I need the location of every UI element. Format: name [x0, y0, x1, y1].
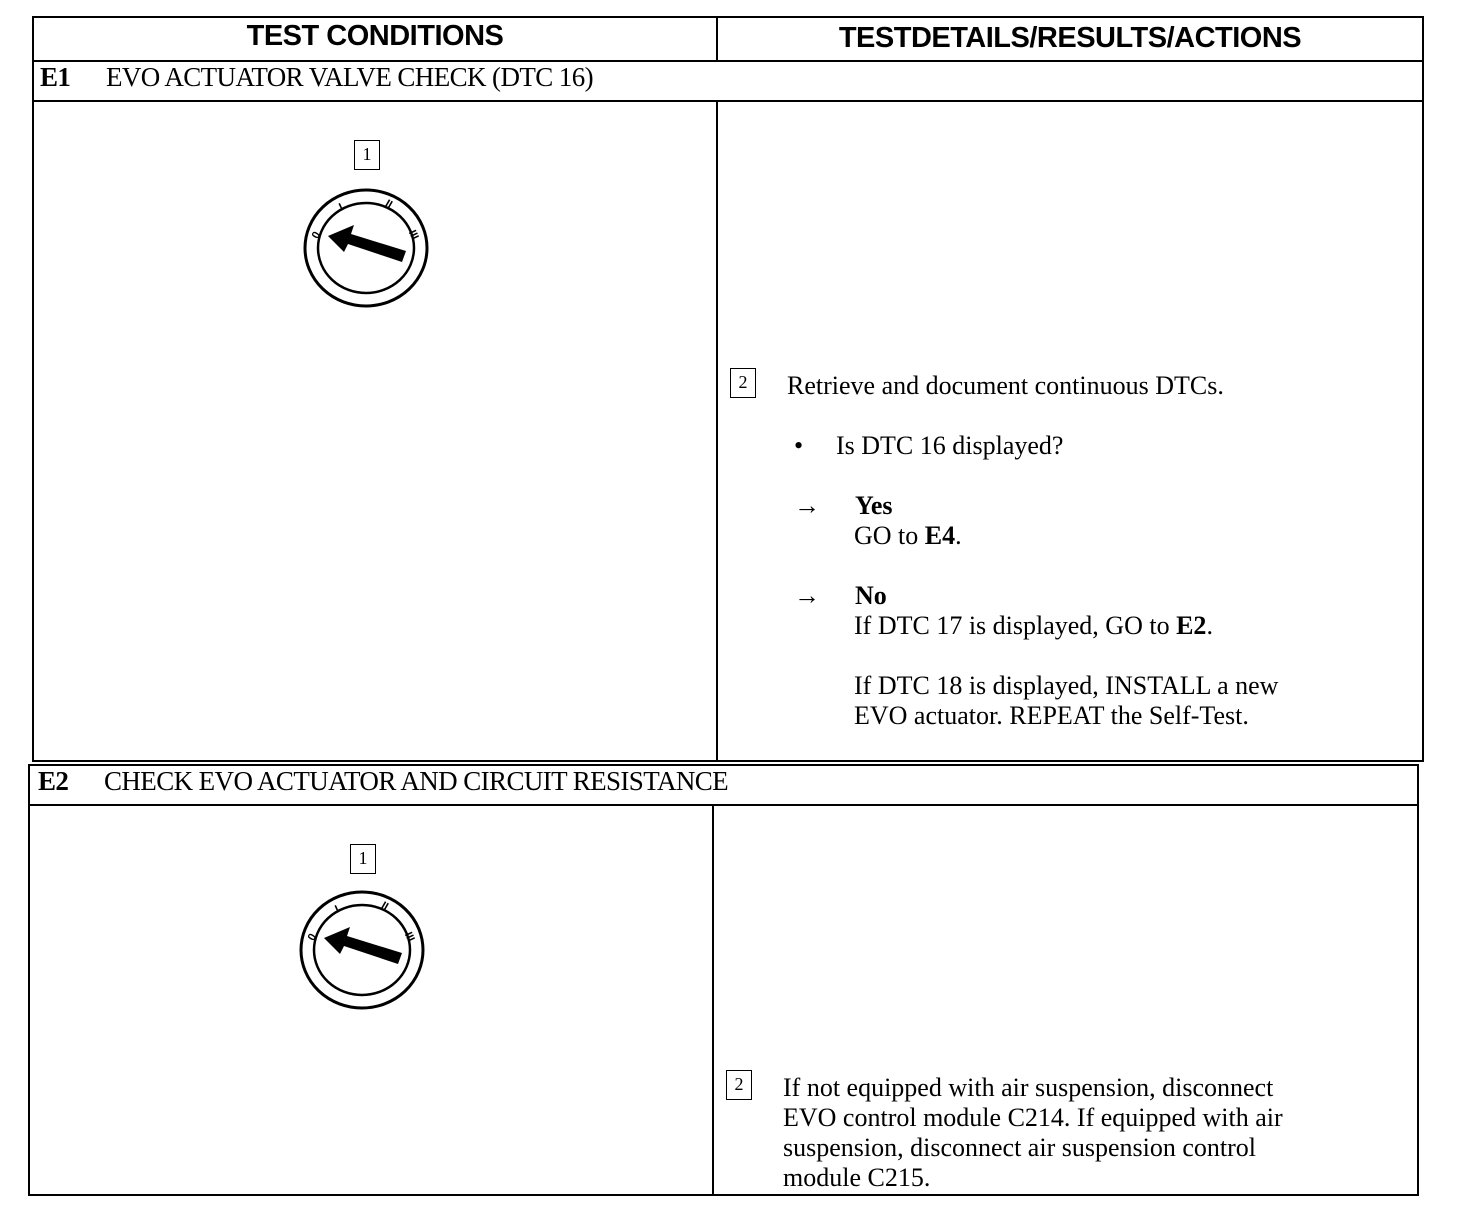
step-number-box-e2-1: 1 — [350, 844, 376, 874]
answer-yes-action: GO to E4. — [854, 521, 962, 550]
ignition-key-switch-icon — [298, 888, 428, 1012]
step-number-box-e1-2: 2 — [730, 368, 756, 398]
arrow-right-icon: → — [794, 491, 820, 520]
answer-no-label: No — [855, 581, 887, 610]
svg-text:I: I — [337, 201, 346, 214]
column-header-test-conditions: TEST CONDITIONS — [246, 20, 504, 52]
svg-text:0: 0 — [309, 229, 324, 241]
answer-yes-label: Yes — [855, 491, 893, 520]
arrow-right-icon: → — [794, 581, 820, 610]
svg-text:II: II — [379, 899, 391, 914]
column-header-test-details: TESTDETAILS/RESULTS/ACTIONS — [838, 22, 1302, 54]
svg-text:I: I — [333, 903, 342, 916]
section-title-e2-text: CHECK EVO ACTUATOR AND CIRCUIT RESISTANCE — [104, 766, 729, 796]
question-e1: Is DTC 16 displayed? — [836, 431, 1064, 460]
column-divider-e1 — [716, 100, 718, 762]
step-number-box-e1-1: 1 — [354, 140, 380, 170]
ignition-key-switch-icon — [302, 186, 432, 310]
step-instruction-e1-2: Retrieve and document continuous DTCs. — [787, 371, 1224, 400]
answer-no-action-2: If DTC 18 is displayed, INSTALL a new EVO actuator. REPEAT the Self-Test. — [854, 671, 1279, 730]
step-number-box-e2-2: 2 — [726, 1070, 752, 1100]
section-code-e1: E1 — [40, 62, 71, 92]
svg-text:III: III — [405, 228, 421, 242]
section-title-e1-text: EVO ACTUATOR VALVE CHECK (DTC 16) — [106, 62, 593, 92]
goto-target-e4[interactable]: E4 — [924, 521, 956, 550]
section-code-e2: E2 — [38, 766, 69, 796]
section-title-e2-divider — [28, 804, 1419, 806]
column-divider-e2 — [712, 804, 714, 1196]
bullet-icon: • — [794, 431, 804, 460]
svg-text:II: II — [383, 197, 395, 212]
section-title-e1-divider — [32, 100, 1424, 102]
answer-no-action-1: If DTC 17 is displayed, GO to E2. — [854, 611, 1213, 640]
step-instruction-e2-2: If not equipped with air suspension, disconnect EVO control module C214. If equipped with air suspension, disconnect air suspension control module C215. — [783, 1073, 1283, 1192]
svg-text:0: 0 — [305, 931, 320, 943]
svg-text:III: III — [401, 930, 417, 944]
goto-target-e2[interactable]: E2 — [1176, 611, 1207, 640]
section-title-e1 — [40, 62, 593, 93]
section-title-e2 — [38, 766, 728, 797]
